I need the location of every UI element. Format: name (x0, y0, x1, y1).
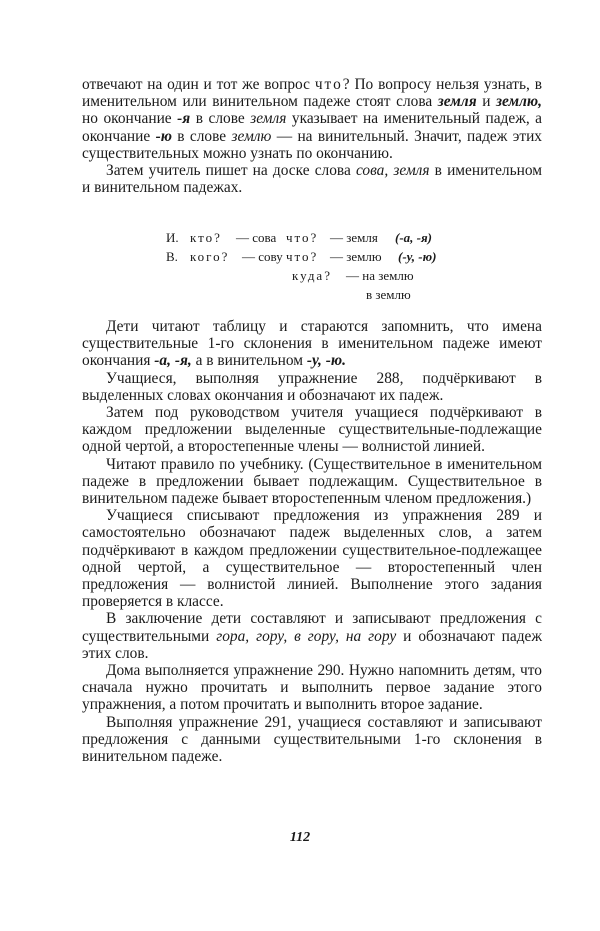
text: и обозначают падеж этих слов. (82, 627, 542, 662)
paragraph-5: Затем под руководством учителя учащиеся подчёркивают в каждом предложении выделенные существительные-подлежащие одной чертой, а второстепенные члены — волнистой линией. (82, 404, 542, 456)
text: но окончание (82, 110, 178, 128)
text: а в винительном (191, 352, 307, 370)
text: Дети читают таблицу и стараются запомнить, что имена существительные 1-го склонения в именительном падеже имеют окончания (82, 318, 542, 370)
text-block-main (82, 318, 542, 765)
question: кто? (190, 230, 222, 245)
paragraph-4: Учащиеся, выполняя упражнение 288, подчёркивают в выделенных словах окончания и обозначают их падеж. (82, 369, 542, 404)
table-row-direction (160, 266, 480, 285)
text: В заключение дети составляют и записывают предложения с существительными (82, 610, 542, 645)
text: и (476, 93, 497, 111)
answer: — землю (330, 249, 382, 264)
answer: в землю (366, 287, 411, 302)
question-word: что (314, 76, 343, 93)
ending: -а, -я, (154, 352, 192, 370)
declension-table (160, 228, 480, 304)
table-row-direction-2 (160, 285, 480, 304)
question: кого? (190, 249, 230, 264)
paragraph-9: Дома выполняется упражнение 290. Нужно напомнить детям, что сначала нужно прочитать и выполнить первое задание этого упражнения, а потом прочитать и выполнить второе задание. (82, 662, 542, 714)
paragraph-2 (82, 162, 542, 196)
table-row-nominative (160, 228, 480, 247)
table-row-accusative (160, 247, 480, 266)
case-label: И. (166, 230, 179, 245)
page-number: 112 (289, 830, 311, 845)
example-word: гора, гору, в гору, на гору (216, 627, 397, 645)
answer: — на землю (346, 268, 414, 283)
text-block-top (82, 76, 542, 196)
text: указывает на именительный падеж, а окончание (82, 110, 543, 145)
case-label: В. (166, 249, 178, 264)
paragraph-3 (82, 318, 542, 370)
text: в именительном и винительном падежах. (82, 162, 542, 197)
paragraph-10: Выполняя упражнение 291, учащиеся составляют и записывают предложения с данными существительными 1-го склонения в винительном падеже. (82, 713, 542, 766)
endings: (-у, -ю) (398, 249, 437, 264)
example-word: землю (231, 127, 272, 145)
question: что? (286, 249, 319, 264)
answer: — сова (236, 230, 277, 245)
text: в слове (171, 127, 232, 145)
example-word: земля (437, 93, 477, 111)
text: ? По вопросу нельзя узнать, в именительном или винительном падеже стоят слова (82, 76, 542, 111)
text: Затем учитель пишет на доске слова (106, 162, 356, 180)
question: что? (286, 230, 319, 245)
answer: — земля (330, 230, 378, 245)
paragraph-7: Учащиеся списывают предложения из упражнения 289 и самостоятельно обозначают падеж выделенных слов, а затем подчёркивают в каждом предложении существительное-подлежащее одной чертой, а существительное — второстепенный член предложения — волнистой линией. Выполнение этого задания проверяется в классе. (82, 507, 542, 611)
paragraph-6: Читают правило по учебнику. (Существительное в именительном падеже в предложении бывает подлежащим. Существительное в винительном падеже бывает второстепенным членом предложения.) (82, 455, 542, 508)
ending: -у, -ю. (306, 352, 346, 370)
text: в слове (190, 110, 251, 128)
example-word: сова, земля (355, 162, 430, 180)
question: куда? (292, 268, 332, 283)
ending: -я (177, 110, 191, 128)
endings: (-а, -я) (395, 230, 433, 245)
example-word: землю, (496, 93, 542, 111)
ending: -ю (155, 127, 172, 145)
text: — на винительный. Значит, падеж этих существительных можно узнать по окончанию. (82, 127, 543, 162)
example-word: земля (250, 110, 287, 128)
paragraph-8 (82, 610, 542, 662)
text: отвечают на один и тот же вопрос (82, 76, 315, 93)
paragraph-1 (82, 76, 542, 162)
answer: — сову (242, 249, 283, 264)
